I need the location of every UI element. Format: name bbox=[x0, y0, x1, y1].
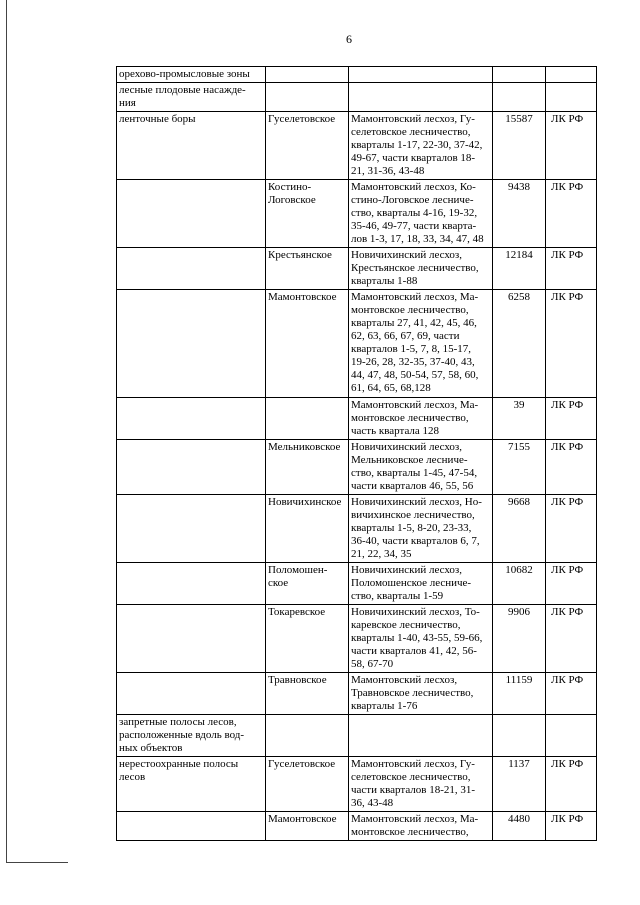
area-cell: 1137 bbox=[493, 757, 546, 812]
category-cell: нерестоохранные полосы лесов bbox=[117, 757, 266, 812]
category-cell bbox=[117, 180, 266, 248]
location-cell: Мамонтовский лесхоз, Гу- селетовское лесничество, части кварталов 18-21, 31- 36, 43-48 bbox=[349, 757, 493, 812]
table-row bbox=[117, 248, 597, 290]
owner-cell: ЛК РФ bbox=[546, 563, 597, 605]
location-cell bbox=[349, 67, 493, 83]
owner-cell: ЛК РФ bbox=[546, 290, 597, 398]
table-row bbox=[117, 673, 597, 715]
area-cell: 9906 bbox=[493, 605, 546, 673]
category-cell bbox=[117, 290, 266, 398]
location-cell: Мамонтовский лесхоз, Травновское лесничество, кварталы 1-76 bbox=[349, 673, 493, 715]
area-cell: 9668 bbox=[493, 495, 546, 563]
table-row bbox=[117, 67, 597, 83]
left-margin-rule bbox=[6, 0, 7, 862]
category-cell: ленточные боры bbox=[117, 112, 266, 180]
forest-name-cell: Поломошен- ское bbox=[266, 563, 349, 605]
forest-name-cell: Мельниковское bbox=[266, 440, 349, 495]
location-cell: Мамонтовский лесхоз, Гу- селетовское лесничество, кварталы 1-17, 22-30, 37-42, 49-67, части кварталов 18- 21, 31-36, 43-48 bbox=[349, 112, 493, 180]
owner-cell: ЛК РФ bbox=[546, 605, 597, 673]
area-cell: 10682 bbox=[493, 563, 546, 605]
category-cell bbox=[117, 673, 266, 715]
location-cell: Мамонтовский лесхоз, Ко- стино-Логовское лесниче- ство, кварталы 4-16, 19-32, 35-46, 49-77, части кварта- лов 1-3, 17, 18, 33, 34, 47, 48 bbox=[349, 180, 493, 248]
forest-name-cell: Мамонтовское bbox=[266, 812, 349, 841]
table-row bbox=[117, 563, 597, 605]
location-cell bbox=[349, 715, 493, 757]
area-cell: 4480 bbox=[493, 812, 546, 841]
area-cell bbox=[493, 83, 546, 112]
forest-name-cell: Токаревское bbox=[266, 605, 349, 673]
location-cell: Новичихинский лесхоз, Крестьянское лесничество, кварталы 1-88 bbox=[349, 248, 493, 290]
category-cell: запретные полосы лесов, расположенные вдоль вод- ных объектов bbox=[117, 715, 266, 757]
table-row bbox=[117, 757, 597, 812]
table-row bbox=[117, 290, 597, 398]
category-cell bbox=[117, 495, 266, 563]
location-cell: Новичихинский лесхоз, Но- вичихинское лесничество, кварталы 1-5, 8-20, 23-33, 36-40, части кварталов 6, 7, 21, 22, 34, 35 bbox=[349, 495, 493, 563]
area-cell: 15587 bbox=[493, 112, 546, 180]
table-row bbox=[117, 605, 597, 673]
page-number: 6 bbox=[346, 32, 352, 46]
table-row bbox=[117, 495, 597, 563]
location-cell: Новичихинский лесхоз, Мельниковское лесниче- ство, кварталы 1-45, 47-54, части кварталов 46, 55, 56 bbox=[349, 440, 493, 495]
table-row bbox=[117, 398, 597, 440]
owner-cell: ЛК РФ bbox=[546, 248, 597, 290]
forest-name-cell: Новичихинское bbox=[266, 495, 349, 563]
area-cell bbox=[493, 715, 546, 757]
category-cell: орехово-промысловые зоны bbox=[117, 67, 266, 83]
forest-name-cell: Мамонтовское bbox=[266, 290, 349, 398]
forest-name-cell: Гуселетовское bbox=[266, 112, 349, 180]
owner-cell: ЛК РФ bbox=[546, 440, 597, 495]
category-cell bbox=[117, 563, 266, 605]
location-cell bbox=[349, 83, 493, 112]
owner-cell bbox=[546, 67, 597, 83]
category-cell bbox=[117, 812, 266, 841]
owner-cell: ЛК РФ bbox=[546, 757, 597, 812]
owner-cell bbox=[546, 83, 597, 112]
table-row bbox=[117, 812, 597, 841]
area-cell: 11159 bbox=[493, 673, 546, 715]
location-cell: Новичихинский лесхоз, То- каревское лесничество, кварталы 1-40, 43-55, 59-66, части кварталов 41, 42, 56- 58, 67-70 bbox=[349, 605, 493, 673]
table-row bbox=[117, 440, 597, 495]
area-cell: 9438 bbox=[493, 180, 546, 248]
location-cell: Мамонтовский лесхоз, Ма- монтовское лесничество, часть квартала 128 bbox=[349, 398, 493, 440]
area-cell: 12184 bbox=[493, 248, 546, 290]
owner-cell: ЛК РФ bbox=[546, 673, 597, 715]
table-row bbox=[117, 715, 597, 757]
area-cell bbox=[493, 67, 546, 83]
table-row bbox=[117, 83, 597, 112]
forest-areas-table bbox=[116, 66, 597, 841]
location-cell: Новичихинский лесхоз, Поломошенское лесниче- ство, кварталы 1-59 bbox=[349, 563, 493, 605]
area-cell: 6258 bbox=[493, 290, 546, 398]
table-row bbox=[117, 112, 597, 180]
table-row bbox=[117, 180, 597, 248]
category-cell: лесные плодовые насажде- ния bbox=[117, 83, 266, 112]
category-cell bbox=[117, 605, 266, 673]
bottom-margin-rule bbox=[6, 862, 68, 863]
owner-cell: ЛК РФ bbox=[546, 112, 597, 180]
location-cell: Мамонтовский лесхоз, Ма- монтовское лесничество, кварталы 27, 41, 42, 45, 46, 62, 63, 66, 67, 69, части кварталов 1-5, 7, 8, 15-17, 19-26, 28, 32-35, 37-40, 43, 44, 47, 48, 50-54, 57, 58, 60, 61, 64, 65, 68,128 bbox=[349, 290, 493, 398]
forest-name-cell bbox=[266, 715, 349, 757]
owner-cell: ЛК РФ bbox=[546, 495, 597, 563]
owner-cell: ЛК РФ bbox=[546, 812, 597, 841]
category-cell bbox=[117, 440, 266, 495]
area-cell: 39 bbox=[493, 398, 546, 440]
category-cell bbox=[117, 248, 266, 290]
forest-name-cell: Травновское bbox=[266, 673, 349, 715]
owner-cell bbox=[546, 715, 597, 757]
forest-name-cell bbox=[266, 67, 349, 83]
owner-cell: ЛК РФ bbox=[546, 398, 597, 440]
forest-name-cell bbox=[266, 398, 349, 440]
forest-name-cell: Гуселетовское bbox=[266, 757, 349, 812]
forest-name-cell: Крестьянское bbox=[266, 248, 349, 290]
area-cell: 7155 bbox=[493, 440, 546, 495]
category-cell bbox=[117, 398, 266, 440]
owner-cell: ЛК РФ bbox=[546, 180, 597, 248]
forest-name-cell: Костино- Логовское bbox=[266, 180, 349, 248]
forest-name-cell bbox=[266, 83, 349, 112]
location-cell: Мамонтовский лесхоз, Ма- монтовское лесничество, bbox=[349, 812, 493, 841]
